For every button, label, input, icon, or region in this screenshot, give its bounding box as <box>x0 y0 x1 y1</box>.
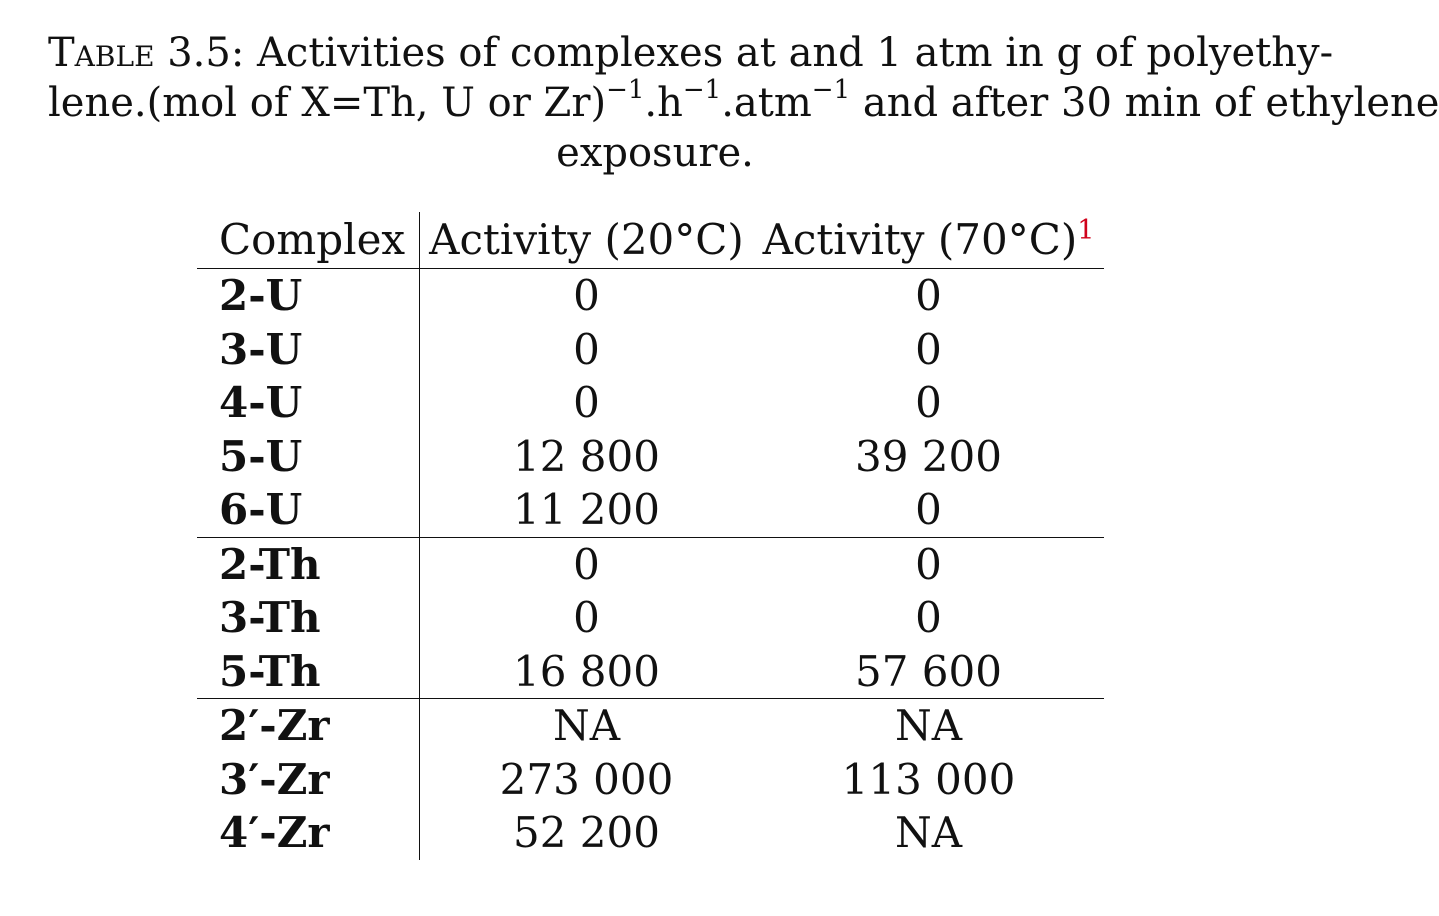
cell-activity-70: NA <box>894 701 963 750</box>
caption-line-3: exposure. <box>556 130 754 176</box>
cell-activity-20: 273 000 <box>499 754 674 804</box>
cell-complex: 4-U <box>197 376 419 430</box>
cell-activity-20: 52 200 <box>513 808 660 857</box>
table-row <box>197 537 1104 591</box>
cell-complex: 3′-Zr <box>197 753 419 807</box>
cell-complex: 5-U <box>197 430 419 484</box>
header-activity-70-text: Activity (70°C) <box>762 215 1078 264</box>
caption-superscript: −1 <box>811 74 851 105</box>
cell-activity-20: 0 <box>573 539 600 589</box>
caption-unit-atm: .atm <box>721 80 812 126</box>
caption-text-1: Activities of complexes at and 1 atm in g of polyethy- <box>257 30 1334 76</box>
cell-activity-20: 0 <box>573 271 600 320</box>
cell-activity-70: 0 <box>915 378 942 427</box>
table-row <box>197 483 1104 537</box>
caption-line-2 <box>48 74 1439 128</box>
table-caption <box>48 28 1439 178</box>
cell-activity-20: 0 <box>573 593 600 642</box>
cell-activity-20: 12 800 <box>513 431 660 481</box>
cell-activity-20: 16 800 <box>419 645 754 699</box>
cell-activity-20: 11 200 <box>419 483 754 537</box>
cell-complex: 2-Th <box>197 537 419 591</box>
cell-complex: 4′-Zr <box>197 806 419 860</box>
header-activity-70 <box>754 212 1104 269</box>
table-row <box>197 645 1104 699</box>
table-row <box>197 591 1104 645</box>
table-row <box>197 430 1104 484</box>
caption-superscript: −1 <box>606 74 645 105</box>
table-header-row <box>197 212 1104 269</box>
caption-superscript: −1 <box>682 74 722 105</box>
cell-complex: 5-Th <box>197 645 419 699</box>
cell-activity-20: 0 <box>573 324 600 374</box>
cell-activity-70: 0 <box>915 593 942 642</box>
table-row <box>197 323 1104 377</box>
cell-activity-70: 0 <box>754 483 1104 537</box>
caption-text-2a: lene.(mol of X=Th, U or Zr) <box>48 80 607 126</box>
cell-complex: 3-U <box>197 323 419 377</box>
cell-complex: 2′-Zr <box>197 699 419 753</box>
cell-activity-70: 0 <box>915 324 942 374</box>
table-row <box>197 753 1104 807</box>
cell-complex: 2-U <box>197 269 419 323</box>
caption-unit-h: .h <box>644 80 683 126</box>
cell-activity-70: 0 <box>915 539 942 589</box>
cell-activity-70: 39 200 <box>855 431 1002 481</box>
cell-activity-70: 113 000 <box>841 754 1016 804</box>
header-complex: Complex <box>197 212 419 269</box>
cell-activity-70: 57 600 <box>754 645 1104 699</box>
table-row <box>197 699 1104 753</box>
table-row <box>197 376 1104 430</box>
cell-complex: 3-Th <box>197 591 419 645</box>
cell-activity-70: 0 <box>915 271 942 320</box>
caption-label: Table 3.5: <box>48 30 245 76</box>
caption-line-1 <box>48 28 1334 78</box>
caption-text-2b: and after 30 min of ethylene <box>850 80 1439 126</box>
table-row <box>197 269 1104 323</box>
cell-activity-20: NA <box>552 701 621 750</box>
cell-complex: 6-U <box>197 483 419 537</box>
header-activity-20: Activity (20°C) <box>419 212 754 269</box>
activity-table <box>197 212 1104 860</box>
cell-activity-20: 0 <box>573 378 600 427</box>
cell-activity-70: NA <box>894 808 963 857</box>
table-row <box>197 806 1104 860</box>
footnote-link[interactable]: 1 <box>1077 215 1095 246</box>
